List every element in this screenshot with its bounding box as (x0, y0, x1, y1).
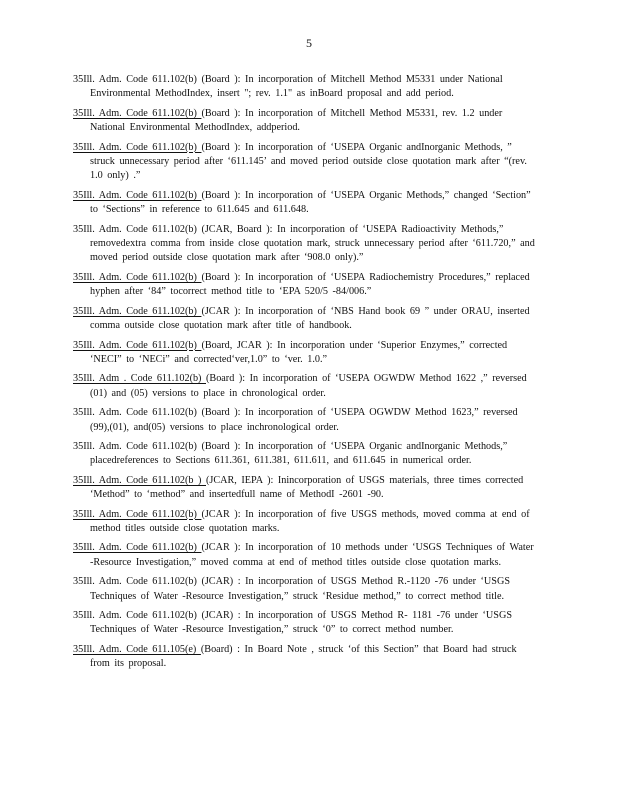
errata-entry (73, 406, 539, 435)
entry-text: (Board ): In incorporation of ‘USEPA Organic andInorganic Methods, ” struck unnecessary period after ‘611.145’ and moved period outside close quotation mark after “(rev. 1.0 only) .” (90, 141, 527, 182)
errata-entry (73, 271, 539, 300)
errata-entry (73, 107, 539, 136)
errata-entry (73, 141, 539, 184)
entry-citation: 35Ill. Adm. Code 611.102(b ) (73, 474, 206, 486)
entry-text: 35Ill. Adm. Code 611.102(b) (JCAR) : In incorporation of USGS Method R.-1120 -76 under ‘USGS Techniques of Water -Resource Investigation,” struck ‘Residue method,” to correct method title. (73, 576, 510, 602)
entry-text: (Board) : In Board Note , struck ‘of this Section” that Board had struck from its proposal. (90, 643, 517, 670)
entry-citation: 35Ill. Adm. Code 611.102(b) (73, 508, 202, 520)
entry-text: (Board, JCAR ): In incorporation under ‘Superior Enzymes,” corrected ‘NECI” to ‘NECi” and corrected‘ver,1.0” to ‘ver. 1.0.” (90, 339, 508, 365)
page-number: 5 (306, 36, 312, 50)
entry-text: (Board ): In incorporation of Mitchell Method M5331, rev. 1.2 under National Environmental MethodIndex, addperiod. (90, 107, 503, 134)
entry-citation: 35Ill. Adm. Code 611.102(b) (73, 339, 202, 351)
entry-text: (Board ): In incorporation of ‘USEPA Radiochemistry Procedures,” replaced hyphen after ‘84” tocorrect method title to ‘EPA 520/5 -84/006.” (90, 271, 530, 298)
errata-entry (73, 305, 539, 334)
entry-citation: 35Ill. Adm. Code 611.102(b) (73, 305, 202, 317)
errata-entry (73, 474, 539, 503)
entry-citation: 35Ill. Adm. Code 611.102(b) (73, 271, 202, 283)
entry-text: (JCAR ): In incorporation of ‘NBS Hand book 69 ” under ORAU, inserted comma outside close quotation mark after title of handbook. (90, 305, 530, 332)
errata-entry (73, 339, 539, 368)
entry-text: 35Ill. Adm. Code 611.102(b) (Board ): In incorporation of ‘USEPA OGWDW Method 1623,” reversed (99),(01), and(05) versions to place inchronological order. (73, 407, 518, 433)
errata-entry (73, 609, 539, 638)
errata-list (73, 73, 539, 677)
entry-text: (Board ): In incorporation of ‘USEPA OGWDW Method 1622 ,” reversed (01) and (05) versions to place in chronological order. (90, 373, 527, 399)
entry-citation: 35Ill. Adm . Code 611.102(b) (73, 373, 206, 385)
entry-text: (JCAR, IEPA ): Inincorporation of USGS materials, three times corrected ‘Method” to ‘method” and insertedfull name of MethodI -2601 -90. (90, 474, 524, 501)
errata-entry (73, 372, 539, 401)
errata-entry (73, 508, 539, 537)
entry-citation: 35Ill. Adm. Code 611.102(b) (73, 107, 202, 119)
errata-entry (73, 189, 539, 218)
entry-text: (JCAR ): In incorporation of five USGS methods, moved comma at end of method titles outside close quotation marks. (90, 508, 530, 534)
entry-text: (Board ): In incorporation of ‘USEPA Organic Methods,” changed ‘Section” to ‘Sections” in reference to 611.645 and 611.648. (90, 189, 531, 216)
errata-entry (73, 541, 539, 570)
entry-citation: 35Ill. Adm. Code 611.102(b) (73, 141, 202, 153)
entry-text: 35Ill. Adm. Code 611.102(b) (JCAR, Board ): In incorporation of ‘USEPA Radioactivity Methods,” removedextra comma from inside close quotation mark, struck unnecessary period after ‘611.720,” and moved period outside close quotation mark after ‘908.0 only).” (73, 223, 535, 264)
entry-citation: 35Ill. Adm. Code 611.105(e) (73, 643, 201, 655)
errata-entry (73, 223, 539, 266)
entry-text: 35Ill. Adm. Code 611.102(b) (JCAR) : In incorporation of USGS Method R- 1181 -76 under ‘USGS Techniques of Water -Resource Investigation,” struck ‘0” to correct method number. (73, 610, 512, 636)
errata-entry (73, 643, 539, 672)
errata-entry (73, 440, 539, 469)
entry-citation: 35Ill. Adm. Code 611.102(b) (73, 189, 202, 201)
entry-text: 35Ill. Adm. Code 611.102(b) (Board ): In incorporation of Mitchell Method M5331 under National Environmental MethodIndex, insert "; rev. 1.1" as inBoard proposal and add period. (73, 74, 503, 100)
errata-entry (73, 575, 539, 604)
entry-text: (JCAR ): In incorporation of 10 methods under ‘USGS Techniques of Water -Resource Investigation,” moved comma at end of method titles outside close quotation marks. (90, 542, 534, 568)
entry-citation: 35Ill. Adm. Code 611.102(b) (73, 542, 202, 554)
entry-text: 35Ill. Adm. Code 611.102(b) (Board ): In incorporation of ‘USEPA Organic andInorganic Methods,” placedreferences to Sections 611.361, 611.381, 611.611, and 611.645 in numerical order. (73, 440, 508, 467)
errata-entry (73, 73, 539, 102)
